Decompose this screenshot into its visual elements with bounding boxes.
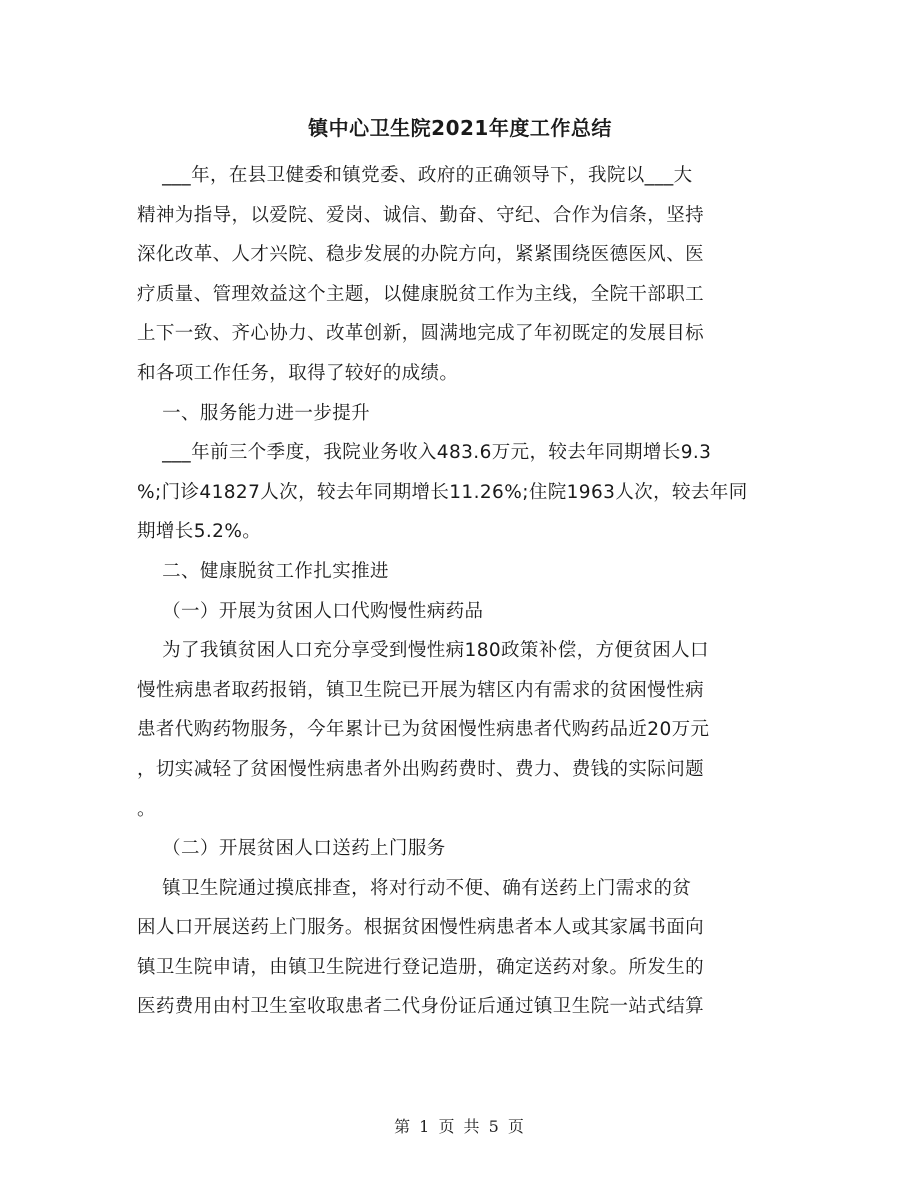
body-line: %;门诊41827人次，较去年同期增长11.26%;住院1963人次，较去年同: [137, 481, 748, 503]
body-line: ___年，在县卫健委和镇党委、政府的正确领导下，我院以___大: [137, 165, 693, 186]
body-line: 深化改革、人才兴院、稳步发展的办院方向，紧紧围绕医德医风、医: [137, 244, 705, 266]
body-line: ，切实减轻了贫困慢性病患者外出购药费时、费力、费钱的实际问题: [137, 758, 705, 780]
body-line: 困人口开展送药上门服务。根据贫困慢性病患者本人或其家属书面向: [137, 917, 705, 939]
document-title: 镇中心卫生院2021年度工作总结: [308, 116, 612, 140]
subsection-heading: （一）开展为贫困人口代购慢性病药品: [137, 600, 484, 622]
body-line: 疗质量、管理效益这个主题，以健康脱贫工作为主线，全院干部职工: [137, 283, 705, 305]
body-line: 为了我镇贫困人口充分享受到慢性病180政策补偿，方便贫困人口: [137, 640, 709, 662]
document-body: [137, 156, 777, 1027]
body-line: 镇卫生院通过摸底排查，将对行动不便、确有送药上门需求的贫: [137, 877, 692, 899]
body-line: 和各项工作任务，取得了较好的成绩。: [137, 362, 459, 384]
body-line: 慢性病患者取药报销，镇卫生院已开展为辖区内有需求的贫困慢性病: [137, 679, 705, 701]
body-line: 精神为指导，以爱院、爱岗、诚信、勤奋、守纪、合作为信条，坚持: [137, 204, 705, 226]
body-line: 。: [137, 798, 156, 820]
subsection-heading: （二）开展贫困人口送药上门服务: [137, 838, 446, 860]
body-line: 上下一致、齐心协力、改革创新，圆满地完成了年初既定的发展目标: [137, 323, 705, 345]
body-line: 镇卫生院申请，由镇卫生院进行登记造册，确定送药对象。所发生的: [137, 956, 705, 978]
body-line: 期增长5.2%。: [137, 521, 262, 543]
body-line: 患者代购药物服务，今年累计已为贫困慢性病患者代购药品近20万元: [137, 719, 710, 741]
section-heading: 二、健康脱贫工作扎实推进: [137, 560, 389, 582]
body-line: ___年前三个季度，我院业务收入483.6万元，较去年同期增长9.3: [137, 442, 712, 464]
body-line: 医药费用由村卫生室收取患者二代身份证后通过镇卫生院一站式结算: [137, 996, 705, 1018]
section-heading: 一、服务能力进一步提升: [137, 402, 371, 424]
page-number: 第 1 页 共 5 页: [394, 1117, 526, 1136]
